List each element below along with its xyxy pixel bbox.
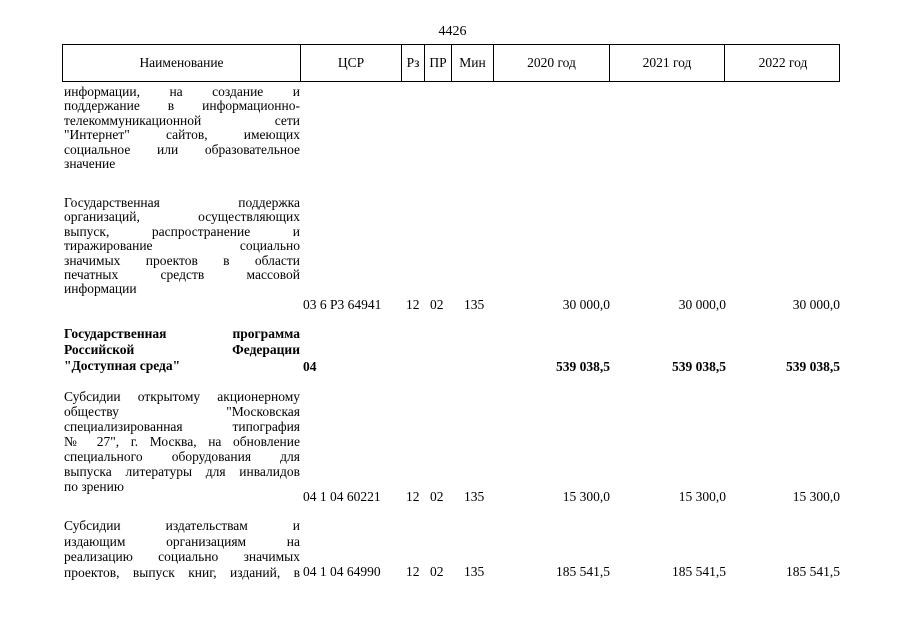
row-text-line: значимых проектов в области xyxy=(64,252,300,268)
table-row-name xyxy=(64,196,300,297)
value-2021-cell: 15 300,0 xyxy=(678,489,726,504)
rz-cell: 12 xyxy=(406,489,420,504)
row-text-line: проектов, выпуск книг, изданий, в xyxy=(64,564,300,580)
row-text-line: издающим организациям на xyxy=(64,533,300,549)
header-rz: Рз xyxy=(402,45,425,81)
row-text-line: телекоммуникационной сети xyxy=(64,112,300,128)
csr-cell: 04 1 04 60221 xyxy=(303,489,381,504)
pr-cell: 02 xyxy=(430,564,444,579)
table-row-name xyxy=(64,85,300,171)
row-text-line: социальное или образовательное xyxy=(64,141,300,157)
pr-cell: 02 xyxy=(430,297,444,312)
row-text-line: специального оборудования для xyxy=(64,449,300,464)
row-text-line: значение xyxy=(64,156,116,172)
row-text-line: Государственная программа xyxy=(64,326,300,341)
header-2022: 2022 год xyxy=(758,55,808,70)
page-number: 4426 xyxy=(438,24,467,39)
min-cell: 135 xyxy=(464,297,485,312)
row-text-line: по зрению xyxy=(64,479,124,494)
value-2021-cell: 539 038,5 xyxy=(672,359,726,374)
row-text-line: информации xyxy=(64,281,137,297)
row-text-line: печатных средств массовой xyxy=(64,267,300,283)
header-min: Мин xyxy=(452,45,494,81)
table-row-name xyxy=(64,389,300,494)
header-2020: 2020 год xyxy=(494,45,610,81)
value-2020-cell: 539 038,5 xyxy=(556,359,610,374)
value-2020-cell: 30 000,0 xyxy=(562,297,610,312)
row-text-line: выпуска литературы для инвалидов xyxy=(64,464,300,479)
row-text-line: № 27", г. Москва, на обновление xyxy=(64,434,300,449)
row-text-line: организаций, осуществляющих xyxy=(64,209,300,225)
row-text-line: тиражирование социально xyxy=(64,238,300,254)
table-row-name xyxy=(64,326,300,374)
value-2022-cell: 30 000,0 xyxy=(792,297,840,312)
min-cell: 135 xyxy=(464,489,485,504)
min-cell: 135 xyxy=(464,564,485,579)
header-name: Наименование xyxy=(63,45,301,81)
header-csr: ЦСР xyxy=(301,45,402,81)
header-2021: 2021 год xyxy=(610,45,725,81)
row-text-line: Государственная поддержка xyxy=(64,195,300,210)
row-text-line: "Доступная среда" xyxy=(64,358,181,373)
csr-cell: 04 xyxy=(303,359,317,374)
value-2020-cell: 185 541,5 xyxy=(556,564,610,579)
csr-cell: 03 6 Р3 64941 xyxy=(303,297,382,312)
row-text-line: Субсидии издательствам и xyxy=(64,518,300,533)
row-text-line: реализацию социально значимых xyxy=(64,549,300,564)
value-2022-cell: 185 541,5 xyxy=(786,564,840,579)
row-text-line: Российской Федерации xyxy=(64,342,300,357)
table-row-name xyxy=(64,518,300,580)
csr-cell: 04 1 04 64990 xyxy=(303,564,381,579)
row-text-line: Субсидии открытому акционерному xyxy=(64,389,300,404)
value-2021-cell: 30 000,0 xyxy=(678,297,726,312)
row-text-line: поддержание в информационно- xyxy=(64,98,300,114)
row-text-line: специализированная типография xyxy=(64,419,300,434)
rz-cell: 12 xyxy=(406,564,420,579)
rz-cell: 12 xyxy=(406,297,420,312)
row-text-line: "Интернет" сайтов, имеющих xyxy=(64,127,300,143)
value-2022-cell: 15 300,0 xyxy=(792,489,840,504)
row-text-line: информации, на создание и xyxy=(64,84,300,99)
row-text-line: выпуск, распространение и xyxy=(64,223,300,239)
value-2020-cell: 15 300,0 xyxy=(562,489,610,504)
row-text-line: обществу "Московская xyxy=(64,404,300,419)
value-2022-cell: 539 038,5 xyxy=(786,359,840,374)
header-pr: ПР xyxy=(425,45,452,81)
pr-cell: 02 xyxy=(430,489,444,504)
table-header xyxy=(62,44,840,82)
value-2021-cell: 185 541,5 xyxy=(672,564,726,579)
